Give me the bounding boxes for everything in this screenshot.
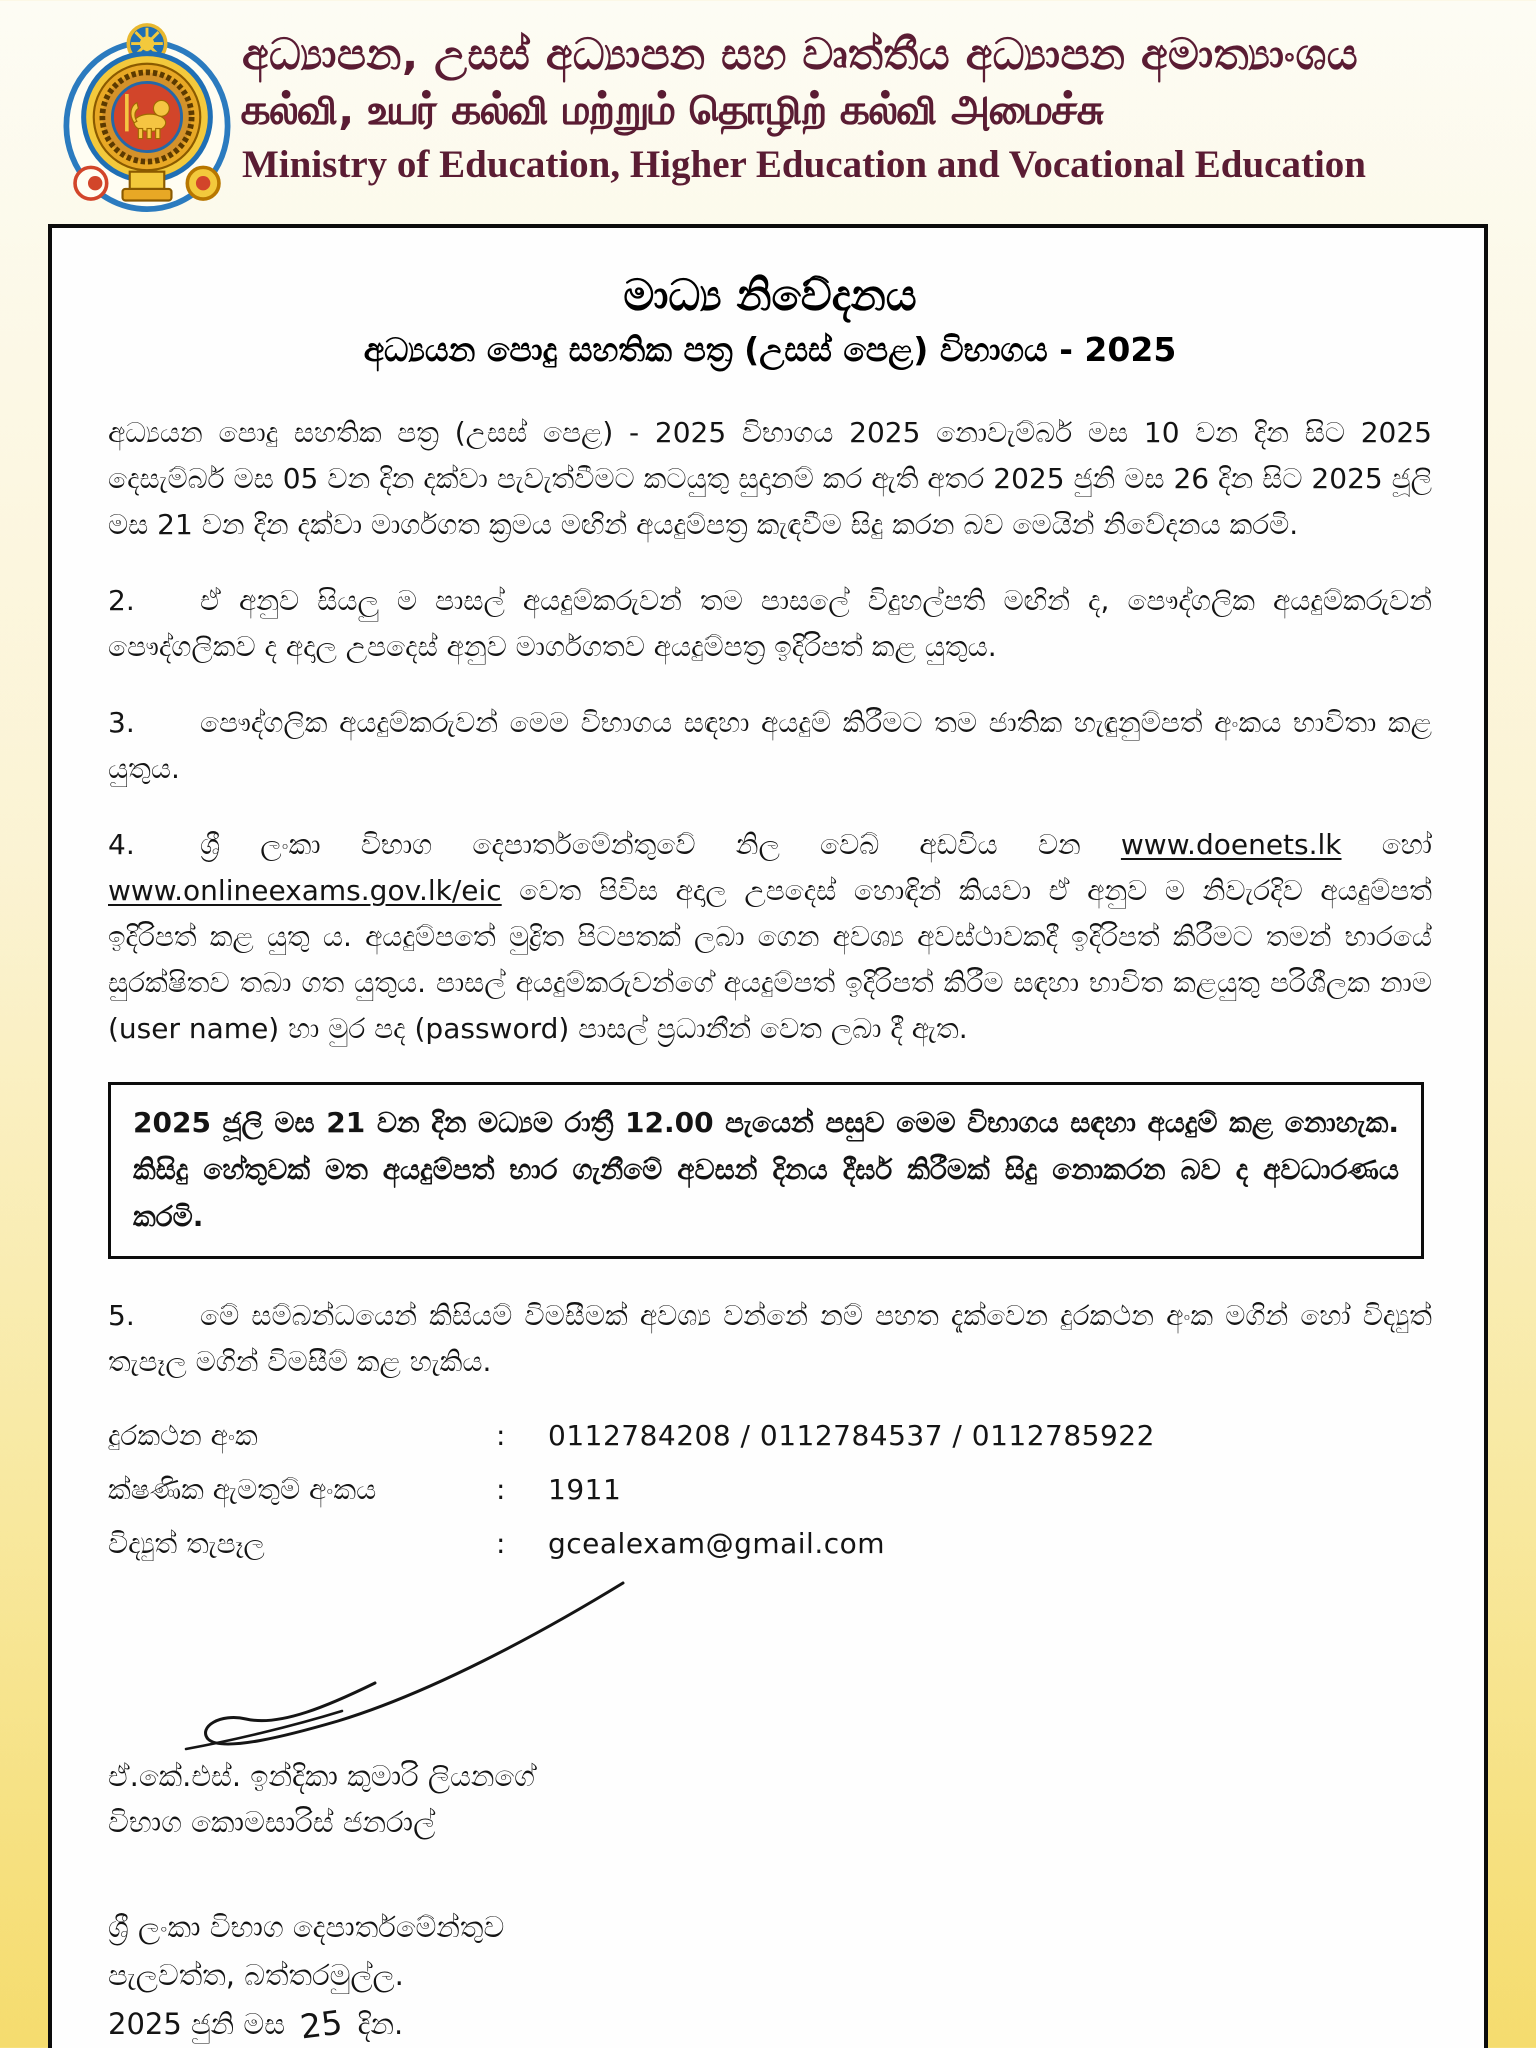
- phone-numbers: 0112784208 / 0112784537 / 0112785922: [548, 1419, 1155, 1452]
- signatory-designation: විභාග කොමසාරිස් ජනරාල්: [108, 1805, 436, 1839]
- paragraph-4: [108, 822, 1432, 1052]
- department-name: ශ්‍රී ලංකා විභාග දෙපාර්තමේන්තුව: [108, 1910, 505, 1944]
- date-suffix: දින.: [357, 2007, 404, 2041]
- email-address[interactable]: gcealexam@gmail.com: [548, 1527, 886, 1560]
- paragraph-4-number: 4.: [108, 828, 135, 861]
- paragraph-5-text: මේ සම්බන්ධයෙන් කිසියම් විමසීමක් අවශ්‍ය වන්නේ නම් පහත දැක්වෙන දුරකථන අංක මගින් හෝ විද්‍යුත් තැපෑල මගින් විමසීම් කළ හැකිය.: [108, 1299, 1432, 1378]
- phone-separator: :: [496, 1419, 506, 1452]
- paragraph-4-text-1: ශ්‍රී ලංකා විභාග දෙපාර්තමේන්තුවේ නිල වෙබ් අඩවිය වන: [200, 828, 1121, 861]
- hotline-number: 1911: [548, 1473, 622, 1506]
- department-address: පැලවත්ත, බත්තරමුල්ල.: [108, 1958, 404, 1992]
- ministry-title-tamil: கல்வி, உயர் கல்வி மற்றும் தொழிற் கல்வி அமைச்சு: [242, 85, 1105, 134]
- contact-details: [108, 1415, 1432, 1565]
- notice-title: මාධ්‍ය නිවේදනය: [623, 271, 917, 321]
- onlineexams-link[interactable]: www.onlineexams.gov.lk/eic: [108, 874, 502, 907]
- email-label: විද්‍යුත් තැපෑල: [108, 1527, 265, 1560]
- doenets-link[interactable]: www.doenets.lk: [1120, 828, 1342, 861]
- letterhead: [0, 0, 1536, 212]
- paragraph-3-text: පෞද්ගලික අයදුම්කරුවන් මෙම විභාගය සඳහා අයදුම් කිරීමට තම ජාතික හැඳුනුම්පත් අංකය භාවිතා කළ යුතුය.: [108, 706, 1432, 785]
- phone-label: දුරකථන අංක: [108, 1419, 258, 1452]
- email-separator: :: [496, 1527, 506, 1560]
- hotline-separator: :: [496, 1473, 506, 1506]
- paragraph-2-text: ඒ අනුව සියලු ම පාසල් අයදුම්කරුවන් තම පාසලේ විදුහල්පති මඟින් ද, පෞද්ගලික අයදුම්කරුවන් පෞද්ගලිකව ද අදාල උපදෙස් අනුව මාර්ගගතව අයදුම්පත්‍ර ඉදිරිපත් කළ යුතුය.: [108, 584, 1432, 663]
- paragraph-1: [108, 410, 1432, 548]
- deadline-warning-box: [108, 1082, 1424, 1259]
- date-day-handwritten: 25: [298, 2002, 345, 2047]
- notice-document: [48, 224, 1488, 2048]
- paragraph-1-text: අධ්‍යයන පොදු සහතික පත්‍ර (උසස් පෙළ) - 2025 විභාගය 2025 නොවැම්බර් මස 10 වන දින සිට 2025 දෙසැම්බර් මස 05 වන දින දක්වා පැවැත්වීමට කටයුතු සුදානම් කර ඇති අතර 2025 ජුනි මස 26 දින සිට 2025 ජූලි මස 21 වන දින දක්වා මාර්ගගත ක්‍රමය මඟින් අයදුම්පත්‍ර කැඳවීම සිදු කරන බව මෙයින් නිවේදනය කරමි.: [108, 416, 1432, 541]
- paragraph-2: [108, 578, 1432, 670]
- ministry-title-sinhala: අධ්‍යාපන, උසස් අධ්‍යාපන සහ වෘත්තීය අධ්‍යාපන අමාත්‍යාංශය: [242, 30, 1359, 80]
- paragraph-4-text-3: වෙත පිවිස අදාල උපදෙස් හොඳින් කියවා ඒ අනුව ම නිවැරදිව අයදුම්පත් ඉදිරිපත් කළ යුතු ය. අයදුම්පතේ මුද්‍රිත පිටපතක් ලබා ගෙන අවශ්‍ය අවස්ථාවකදී ඉදිරිපත් කිරීමට තමන් භාරයේ සුරක්ෂිතව තබා ගත යුතුය. පාසල් අයදුම්කරුවන්ගේ අයදුම්පත් ඉදිරිපත් කිරීම සඳහා භාවිත කළයුතු පරිශීලක නාම (user name) හා මුර පද (password) පාසල් ප්‍රධානීන් වෙත ලබා දී ඇත.: [108, 874, 1432, 1045]
- deadline-warning-text: 2025 ජූලි මස 21 වන දින මධ්‍යම රාත්‍රී 12.00 පැයෙන් පසුව මෙම විභාගය සඳහා අයදුම් කළ නොහැක. කිසිදු හේතුවක් මත අයදුම්පත් භාර ගැනීමේ අවසන් දිනය දීර්ඝ කිරීමක් සිදු නොකරන බව ද අවධාරණය කරමි.: [133, 1106, 1399, 1233]
- paragraph-3-number: 3.: [108, 706, 135, 739]
- footer-block: [108, 1903, 1432, 2048]
- hotline-label: ක්ෂණික ඇමතුම් අංකය: [108, 1473, 377, 1506]
- ministry-titles: [242, 22, 1366, 190]
- paragraph-3: [108, 700, 1432, 792]
- national-emblem-icon: [58, 22, 236, 212]
- paragraph-4-text-2: හෝ: [1341, 828, 1433, 861]
- paragraph-5-number: 5.: [108, 1299, 135, 1332]
- ministry-title-english: Ministry of Education, Higher Education and Vocational Education: [242, 143, 1366, 186]
- notice-date: [108, 1999, 1432, 2048]
- paragraph-5: [108, 1293, 1432, 1385]
- notice-subtitle: අධ්‍යයන පොදු සහතික පත්‍ර (උසස් පෙළ) විභාගය - 2025: [363, 330, 1177, 369]
- signatory-name: ඒ.කේ.එස්. ඉන්දිකා කුමාරි ලියනගේ: [108, 1759, 535, 1793]
- signature-mark: [168, 1573, 1432, 1751]
- paragraph-2-number: 2.: [108, 584, 135, 617]
- date-prefix: 2025 ජුනි මස: [108, 2007, 286, 2041]
